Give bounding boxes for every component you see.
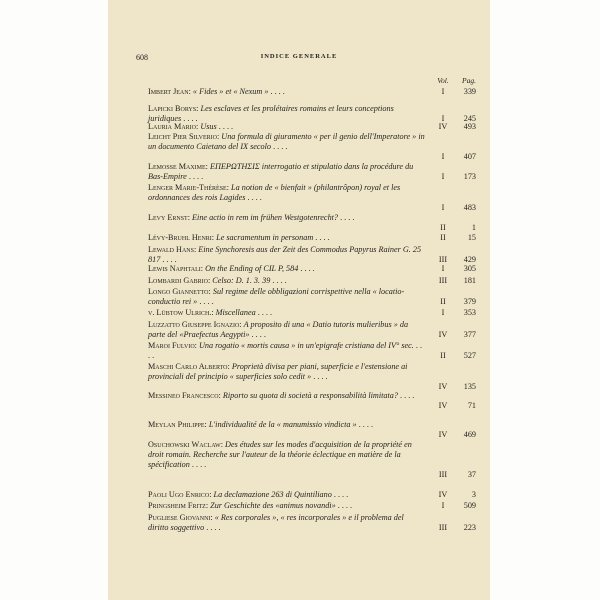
entry-page: 483 (463, 203, 476, 212)
entry-work-title: « Fides » et « Nexum » (192, 87, 269, 96)
entry-author: Imbert Jean: (148, 87, 191, 96)
index-entry (108, 87, 490, 97)
index-entry (108, 362, 490, 392)
entry-page: 135 (463, 382, 476, 391)
entry-text: Maschi Carlo Alberto: Proprietà divisa per piani, superficie e l'estensione ai provinciali del principio « superficies solo cedit » . . . . (148, 362, 408, 381)
entry-volume: II (440, 233, 446, 242)
entry-text: Luzzatto Giuseppe Ignazio: A proposito di una « Datio tutoris mulieribus » da parte del «Praefectus Aegypti» . . . . (148, 320, 409, 339)
entry-author: Pugliese Giovanni: (148, 513, 213, 522)
entry-text: Pugliese Giovanni: « Res corporales », « res incorporales » e il problema del diritto soggettivo . . . . (148, 513, 404, 532)
page-running-title: INDICE GENERALE (260, 53, 338, 60)
index-entry (108, 162, 490, 182)
entry-volume: II (440, 223, 446, 232)
entry-author: Osuchowski Waclaw: (148, 440, 223, 449)
entry-author: Lewald Hans: (148, 245, 197, 254)
entry-work-title: Zur Geschichte des «animus novandi» (210, 501, 336, 510)
entry-text: Levy Ernst: Eine actio in rem im frühen Westgotenrecht? . . . . (148, 213, 355, 222)
book-page (108, 0, 490, 600)
index-entry (108, 213, 490, 233)
entry-work-title: Proprietà divisa per piani, superficie e l'estensione ai provinciali del principio « superficies solo cedit » (148, 362, 408, 381)
entry-work-title: Eine Synchoresis aus der Zeit des Commodus Papyrus Rainer G. 25 817 (148, 245, 422, 264)
entry-work-title: Miscellanea (215, 308, 256, 317)
entry-volume: I (441, 264, 445, 273)
index-entry (108, 420, 490, 440)
entry-author: Messineo Francesco: (148, 391, 221, 400)
entry-page: 223 (463, 523, 476, 532)
entry-volume: I (441, 114, 445, 123)
entry-work-title: L'individualité de la « manumissio vindicta » (208, 420, 357, 429)
entry-volume: III (438, 255, 448, 264)
entry-author: Lombardi Gabrio: (148, 276, 211, 285)
entry-volume: II (440, 297, 446, 306)
entry-page: 493 (463, 122, 476, 131)
entry-page: 305 (463, 264, 476, 273)
entry-volume: III (438, 276, 448, 285)
entry-volume: IV (438, 122, 448, 131)
entry-text: Meylan Philippe: L'individualité de la « manumissio vindicta » . . . . (148, 420, 374, 429)
column-headers (108, 76, 490, 86)
entry-work-title: Usus (200, 122, 217, 131)
entry-author: Maroi Fulvio: (148, 341, 197, 350)
entry-work-title: On the Ending of CIL P, 584 (205, 264, 299, 273)
entry-work-title: Des études sur les modes d'acquisition de la propriété en droit romain. Recherche sur l'auteur de la théorie éclectique en matière de la spécification (148, 440, 412, 469)
index-entry (108, 287, 490, 307)
entry-page: 15 (467, 233, 476, 242)
entry-work-title: La declamazione 263 di Quintiliano (213, 490, 332, 499)
entry-text: Lombardi Gabrio: Celso: D. 1. 3. 39 . . . . (148, 276, 287, 285)
entry-author: Lenger Marie-Thérèse: (148, 183, 229, 192)
entry-page: 181 (463, 276, 476, 285)
entry-text: Messineo Francesco: Riporto su quota di società a responsabilità limitata? . . . . (148, 391, 415, 400)
page-header (108, 53, 490, 65)
entry-page: 353 (463, 308, 476, 317)
entry-author: Lemosse Maxime: (148, 162, 208, 171)
index-entry (108, 341, 490, 361)
entry-page: 245 (463, 114, 476, 123)
entry-volume: IV (438, 330, 448, 339)
entry-text: Leicht Pier Silverio: Una formula di giuramento « per il genio dell'Imperatore » in un documento Caietano del IX secolo . . . . (148, 132, 425, 151)
entry-volume: I (441, 203, 445, 212)
index-entry (108, 513, 490, 533)
entry-text: Lauria Mario: Usus . . . . (148, 122, 234, 131)
entry-page: 429 (463, 255, 476, 264)
entry-page: 469 (463, 430, 476, 439)
entry-page: 407 (463, 152, 476, 161)
index-entry (108, 233, 490, 243)
entry-volume: I (441, 172, 445, 181)
entry-work-title: Celso: D. 1. 3. 39 (212, 276, 271, 285)
index-entry (108, 122, 490, 132)
index-entry (108, 132, 490, 162)
entry-work-title: Sul regime delle obbligazioni corrispettive nella « locatio-conductio rei » (148, 287, 405, 306)
index-entry (108, 245, 490, 265)
entry-page: 1 (471, 223, 476, 232)
index-entry (108, 501, 490, 511)
entry-volume: III (438, 523, 448, 532)
index-entry (108, 104, 490, 124)
index-entry (108, 440, 490, 480)
entry-text: Lewis Naphtali: On the Ending of CIL P, 584 . . . . (148, 264, 315, 273)
entry-volume: IV (438, 401, 448, 410)
entry-text: Osuchowski Waclaw: Des études sur les modes d'acquisition de la propriété en droit romain. Recherche sur l'auteur de la théorie éclectique en matière de la spécification . . . . (148, 440, 412, 469)
entry-volume: I (441, 501, 445, 510)
entry-text: Lapicki Borys: Les esclaves et les prolétaires romains et leurs conceptions juridiques . . . . (148, 104, 394, 123)
entry-author: Pringsheim Fritz: (148, 501, 209, 510)
index-entry (108, 308, 490, 318)
entry-page: 339 (463, 87, 476, 96)
entry-work-title: Una rogatio « mortis causa » in un'epigrafe cristiana del IV° sec. (198, 341, 414, 350)
entry-page: 379 (463, 297, 476, 306)
index-entry (108, 183, 490, 213)
index-entry (108, 490, 490, 500)
entry-text: Longo Giannetto: Sul regime delle obbligazioni corrispettive nella « locatio-conductio rei » . . . . (148, 287, 405, 306)
entry-page: 173 (463, 172, 476, 181)
entry-volume: IV (438, 382, 448, 391)
vol-column-header: Vol. (437, 76, 449, 85)
entry-author: v. Lübtow Ulrich.: (148, 308, 214, 317)
entry-work-title: ΕΠΕΡΩΤΗΣΙΣ interrogatio et stipulatio dans la procédure du Bas-Empire (148, 162, 414, 181)
entry-volume: II (440, 351, 446, 360)
index-entry (108, 320, 490, 340)
entry-author: Leicht Pier Silverio: (148, 132, 220, 141)
entry-page: 3 (471, 490, 476, 499)
entry-text: Lemosse Maxime: ΕΠΕΡΩΤΗΣΙΣ interrogatio et stipulatio dans la procédure du Bas-Empire . . . . (148, 162, 414, 181)
entry-author: Lévy-Bruhl Henri: (148, 233, 215, 242)
entry-volume: I (441, 87, 445, 96)
entry-page: 71 (467, 401, 476, 410)
entry-author: Lapicki Borys: (148, 104, 199, 113)
entry-volume: III (438, 470, 448, 479)
entry-author: Meylan Philippe: (148, 420, 207, 429)
entry-author: Lewis Naphtali: (148, 264, 204, 273)
entry-page: 509 (463, 501, 476, 510)
entry-page: 377 (463, 330, 476, 339)
entry-text: Maroi Fulvio: Una rogatio « mortis causa » in un'epigrafe cristiana del IV° sec. . . . . (148, 341, 423, 360)
entry-work-title: Les esclaves et les prolétaires romains et leurs conceptions juridiques (148, 104, 394, 123)
index-entry (108, 276, 490, 286)
entry-text: Lewald Hans: Eine Synchoresis aus der Zeit des Commodus Papyrus Rainer G. 25 817 . . . . (148, 245, 422, 264)
page-number: 608 (136, 53, 148, 62)
entry-volume: IV (438, 490, 448, 499)
index-entry (108, 391, 490, 411)
entry-text: v. Lübtow Ulrich.: Miscellanea . . . . (148, 308, 273, 317)
entry-author: Luzzatto Giuseppe Ignazio: (148, 320, 242, 329)
entry-text: Paoli Ugo Enrico: La declamazione 263 di Quintiliano . . . . (148, 490, 349, 499)
entry-text: Lévy-Bruhl Henri: Le sacramentum in personam . . . . (148, 233, 330, 242)
entry-volume: IV (438, 430, 448, 439)
entry-work-title: Riporto su quota di società a responsabilità limitata? (222, 391, 398, 400)
entry-work-title: La notion de « bienfait » (philantrôpon) royal et les ordonnances des rois Lagides (148, 183, 401, 202)
entry-author: Paoli Ugo Enrico: (148, 490, 212, 499)
entry-work-title: Una formula di giuramento « per il genio dell'Imperatore » in un documento Caietano del IX secolo (148, 132, 425, 151)
entry-page: 527 (463, 351, 476, 360)
entry-text: Imbert Jean: « Fides » et « Nexum » . . . . (148, 87, 285, 96)
entry-page: 37 (467, 470, 476, 479)
entry-work-title: Eine actio in rem im frühen Westgotenrecht? (192, 213, 339, 222)
entry-work-title: « Res corporales », « res incorporales » e il problema del diritto soggettivo (148, 513, 404, 532)
entry-author: Lauria Mario: (148, 122, 199, 131)
index-entry (108, 264, 490, 274)
entry-author: Longo Giannetto: (148, 287, 211, 296)
entry-volume: I (441, 152, 445, 161)
entry-author: Maschi Carlo Alberto: (148, 362, 230, 371)
entry-text: Pringsheim Fritz: Zur Geschichte des «animus novandi» . . . . (148, 501, 353, 510)
entry-author: Levy Ernst: (148, 213, 190, 222)
entry-text: Lenger Marie-Thérèse: La notion de « bienfait » (philantrôpon) royal et les ordonnances des rois Lagides . . . . (148, 183, 401, 202)
entry-work-title: Le sacramentum in personam (216, 233, 314, 242)
entry-volume: I (441, 308, 445, 317)
entry-work-title: A proposito di una « Datio tutoris mulieribus » da parte del «Praefectus Aegypti» (148, 320, 409, 339)
page-column-header: Pag. (462, 76, 476, 85)
